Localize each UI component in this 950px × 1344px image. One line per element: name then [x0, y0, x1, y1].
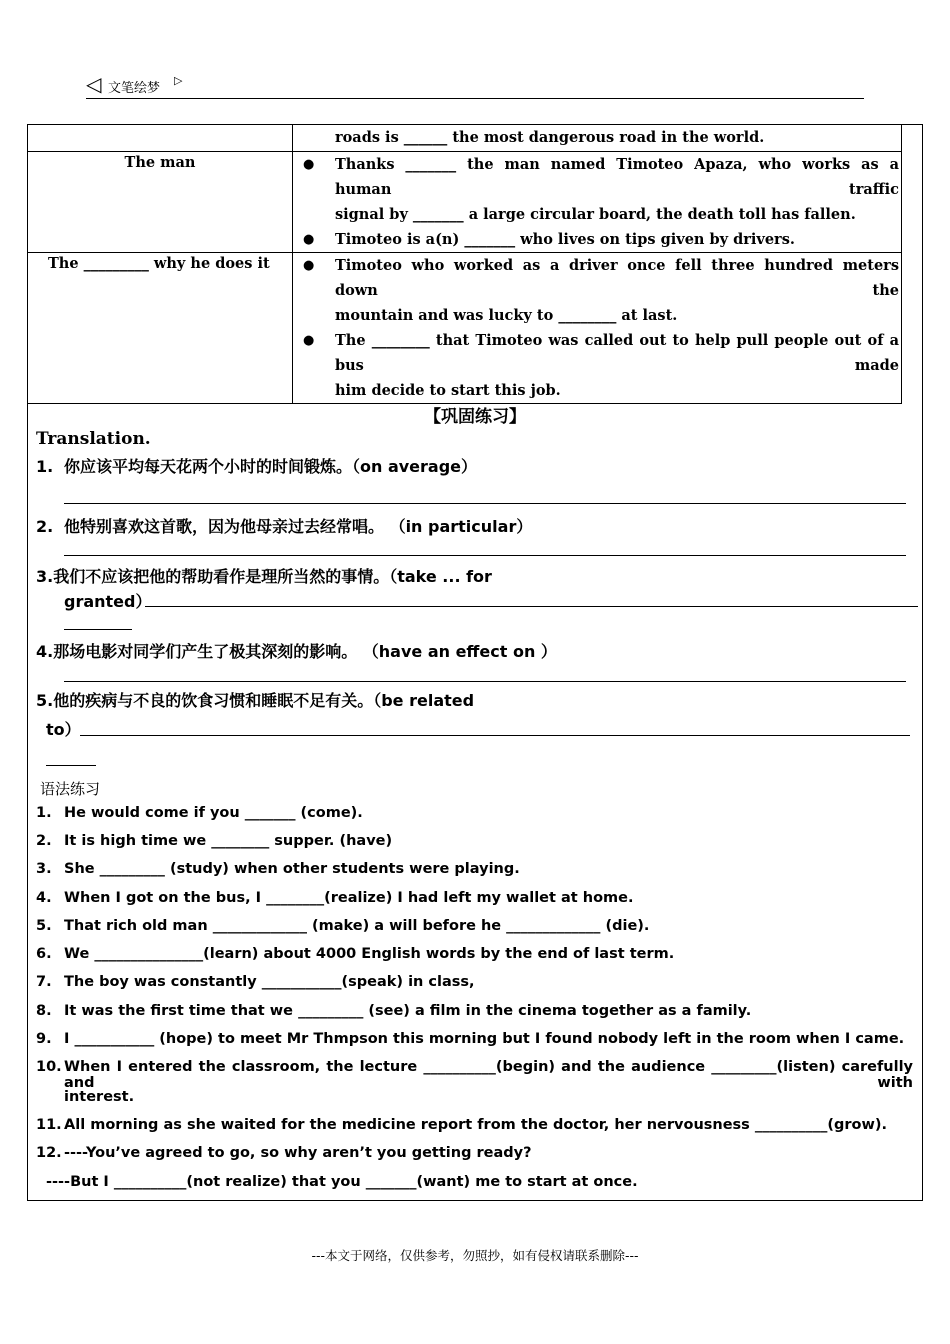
table-line: ● Timoteo is a(n) _______ who lives on tips given by drivers. [293, 227, 901, 252]
table-line: him decide to start this job. [335, 382, 561, 399]
table-line: mountain and was lucky to ________ at last. [335, 307, 678, 324]
table-row [28, 125, 902, 152]
grammar-item-cont: interest. [64, 1089, 135, 1105]
answer-line[interactable] [64, 555, 906, 556]
right-triangle-icon: ▷ [174, 74, 183, 87]
translation-item-3: 3.我们不应该把他的帮助看作是理所当然的事情。（take ... for [36, 567, 492, 586]
translation-item-4: 4.那场电影对同学们产生了极其深刻的影响。 （have an effect on ） [36, 642, 557, 661]
translation-item-5-cont: to） [46, 720, 81, 739]
table-row [28, 152, 902, 253]
translation-item-3-cont: granted） [64, 592, 152, 611]
page-header [86, 70, 864, 99]
reading-table [27, 124, 902, 404]
table-cell-label: The man [28, 152, 293, 253]
table-line: roads is ______ the most dangerous road in the world. [335, 129, 765, 146]
table-cell-content [293, 253, 902, 404]
table-line: ● Timoteo who worked as a driver once fell three hundred meters down the [293, 253, 901, 303]
grammar-heading: 语法练习 [40, 780, 101, 798]
table-line: signal by _______ a large circular board, the death toll has fallen. [335, 206, 856, 223]
answer-line[interactable] [64, 681, 906, 682]
grammar-item: 8. It was the first time that we _________ (see) a film in the cinema together as a family. [36, 1003, 752, 1019]
table-line: ● The ________ that Timoteo was called out to help pull people out of a bus made [293, 328, 901, 378]
table-cell-label [28, 125, 293, 152]
table-row [28, 253, 902, 404]
table-cell-content [293, 125, 902, 152]
grammar-item: 3. She _________ (study) when other students were playing. [36, 861, 520, 877]
table-line: ● Thanks _______ the man named Timoteo Apaza, who works as a human traffic [293, 152, 901, 202]
answer-line[interactable] [46, 765, 96, 766]
page-footer: ---本文于网络，仅供参考，勿照抄，如有侵权请联系删除--- [311, 1248, 639, 1263]
answer-line[interactable] [64, 629, 132, 630]
grammar-item: 4. When I got on the bus, I ________(realize) I had left my wallet at home. [36, 890, 634, 906]
translation-item-5: 5.他的疾病与不良的饮食习惯和睡眠不足有关。（be related [36, 691, 475, 710]
table-cell-content [293, 152, 902, 253]
grammar-item: 1. He would come if you _______ (come). [36, 805, 363, 821]
grammar-item: 10. When I entered the classroom, the lecture __________(begin) and the audience _________(listen) carefully and with [36, 1059, 913, 1091]
section-title: 【巩固练习】 [424, 407, 526, 427]
grammar-item: 6. We _______________(learn) about 4000 English words by the end of last term. [36, 946, 675, 962]
grammar-item: 7. The boy was constantly ___________(speak) in class, [36, 974, 475, 990]
grammar-item-cont: ----But I __________(not realize) that you _______(want) me to start at once. [46, 1174, 638, 1190]
answer-line[interactable] [64, 503, 906, 504]
grammar-item: 12. ----You’ve agreed to go, so why aren’t you getting ready? [36, 1145, 532, 1161]
grammar-item: 11. All morning as she waited for the medicine report from the doctor, her nervousness __________(grow). [36, 1117, 888, 1133]
translation-item-1: 1. 你应该平均每天花两个小时的时间锻炼。（on average） [36, 457, 478, 476]
header-brand: 文笔绘梦 [108, 81, 161, 96]
translation-heading: Translation. [36, 429, 151, 449]
grammar-item: 5. That rich old man _____________ (make) a will before he _____________ (die). [36, 918, 650, 934]
left-triangle-icon: ◁ [86, 72, 102, 96]
grammar-item: 9. I ___________ (hope) to meet Mr Thmpson this morning but I found nobody left in the room when I came. [36, 1031, 905, 1047]
grammar-item: 2. It is high time we ________ supper. (have) [36, 833, 393, 849]
table-cell-label: The _________ why he does it [28, 253, 293, 404]
translation-item-2: 2. 他特别喜欢这首歌，因为他母亲过去经常唱。 （in particular） [36, 517, 533, 536]
answer-line[interactable] [145, 606, 918, 607]
answer-line[interactable] [80, 735, 910, 736]
